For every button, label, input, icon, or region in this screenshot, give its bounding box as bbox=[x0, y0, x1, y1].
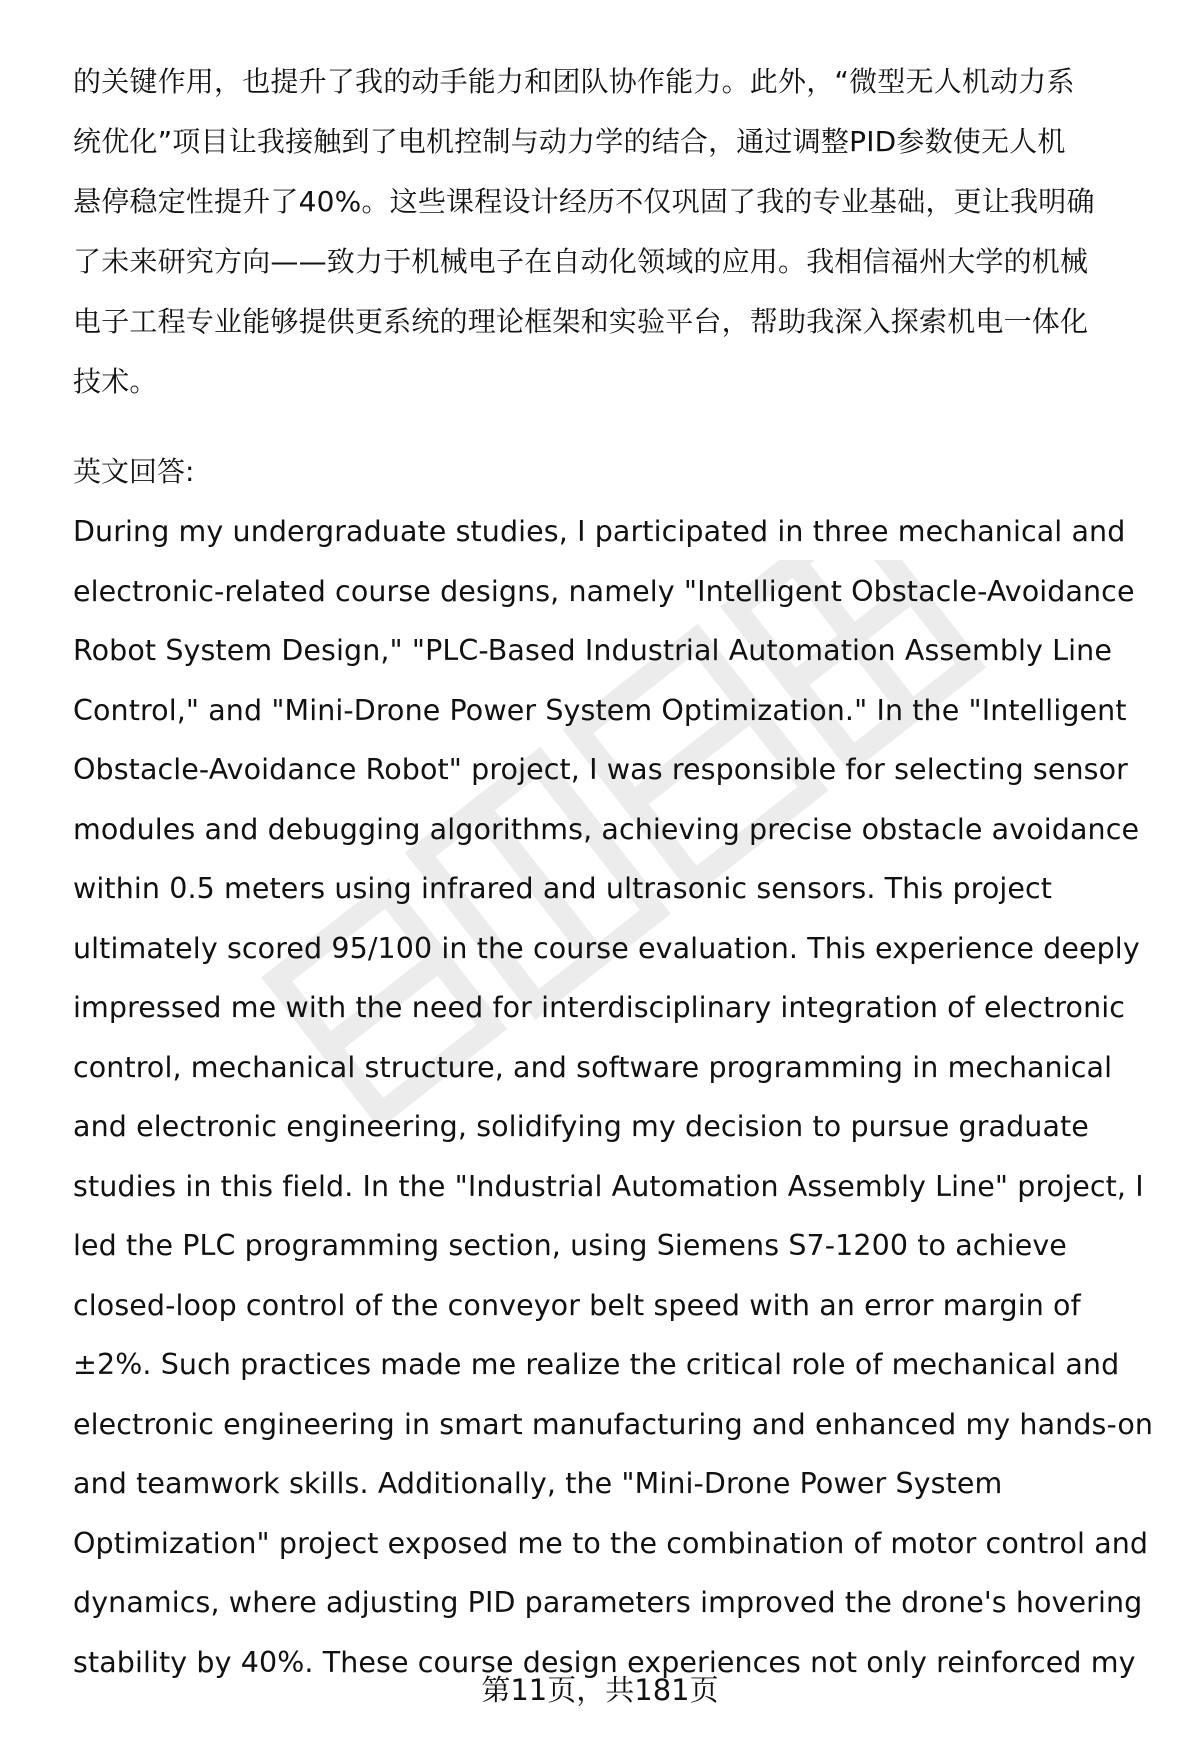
text-line: dynamics, where adjusting PID parameters improved the drone's hovering bbox=[73, 1586, 1143, 1619]
text-line: ±2%. Such practices made me realize the critical role of mechanical and bbox=[73, 1348, 1120, 1381]
text-line: 的关键作用，也提升了我的动手能力和团队协作能力。此外，“微型无人机动力系 bbox=[73, 65, 1075, 98]
text-line: 技术。 bbox=[73, 365, 158, 398]
text-line: ultimately scored 95/100 in the course evaluation. This experience deeply bbox=[73, 931, 1140, 965]
text-line: electronic engineering in smart manufacturing and enhanced my hands-on bbox=[73, 1407, 1154, 1441]
text-line: 统优化”项目让我接触到了电机控制与动力学的结合，通过调整PID参数使无人机 bbox=[73, 125, 1066, 158]
text-line: stability by 40%. These course design experiences not only reinforced my bbox=[73, 1645, 1136, 1679]
english-answer-heading: 英文回答: bbox=[73, 455, 195, 488]
text-line: Control," and "Mini-Drone Power System Optimization." In the "Intelligent bbox=[73, 693, 1127, 727]
text-line: impressed me with the need for interdisciplinary integration of electronic bbox=[73, 991, 1126, 1024]
english-paragraph bbox=[73, 502, 1153, 1692]
text-line: and electronic engineering, solidifying my decision to pursue graduate bbox=[73, 1110, 1089, 1143]
text-line: within 0.5 meters using infrared and ultrasonic sensors. This project bbox=[73, 872, 1053, 905]
text-line: led the PLC programming section, using Siemens S7-1200 to achieve bbox=[73, 1229, 1067, 1262]
text-line: Obstacle-Avoidance Robot" project, I was responsible for selecting sensor bbox=[73, 753, 1128, 786]
text-line: Optimization" project exposed me to the combination of motor control and bbox=[73, 1526, 1149, 1560]
text-line: 悬停稳定性提升了40%。这些课程设计经历不仅巩固了我的专业基础，更让我明确 bbox=[73, 185, 1095, 218]
text-line: Robot System Design," "PLC-Based Industrial Automation Assembly Line bbox=[73, 634, 1112, 667]
text-line: During my undergraduate studies, I participated in three mechanical and bbox=[73, 515, 1126, 548]
page-content bbox=[73, 52, 1153, 1692]
text-line: modules and debugging algorithms, achieving precise obstacle avoidance bbox=[73, 812, 1140, 846]
text-line: electronic-related course designs, namely "Intelligent Obstacle-Avoidance bbox=[73, 574, 1135, 608]
text-line: and teamwork skills. Additionally, the "Mini-Drone Power System bbox=[73, 1467, 1003, 1500]
text-line: closed-loop control of the conveyor belt speed with an error margin of bbox=[73, 1288, 1081, 1322]
text-line: 电子工程专业能够提供更系统的理论框架和实验平台，帮助我深入探索机电一体化 bbox=[73, 305, 1089, 338]
chinese-paragraph bbox=[73, 52, 1153, 412]
text-line: 了未来研究方向——致力于机械电子在自动化领域的应用。我相信福州大学的机械 bbox=[73, 245, 1089, 278]
text-line: studies in this field. In the "Industrial Automation Assembly Line" project, I bbox=[73, 1169, 1144, 1203]
text-line: control, mechanical structure, and software programming in mechanical bbox=[73, 1050, 1113, 1084]
page-number-footer: 第11页，共181页 bbox=[481, 1673, 719, 1707]
